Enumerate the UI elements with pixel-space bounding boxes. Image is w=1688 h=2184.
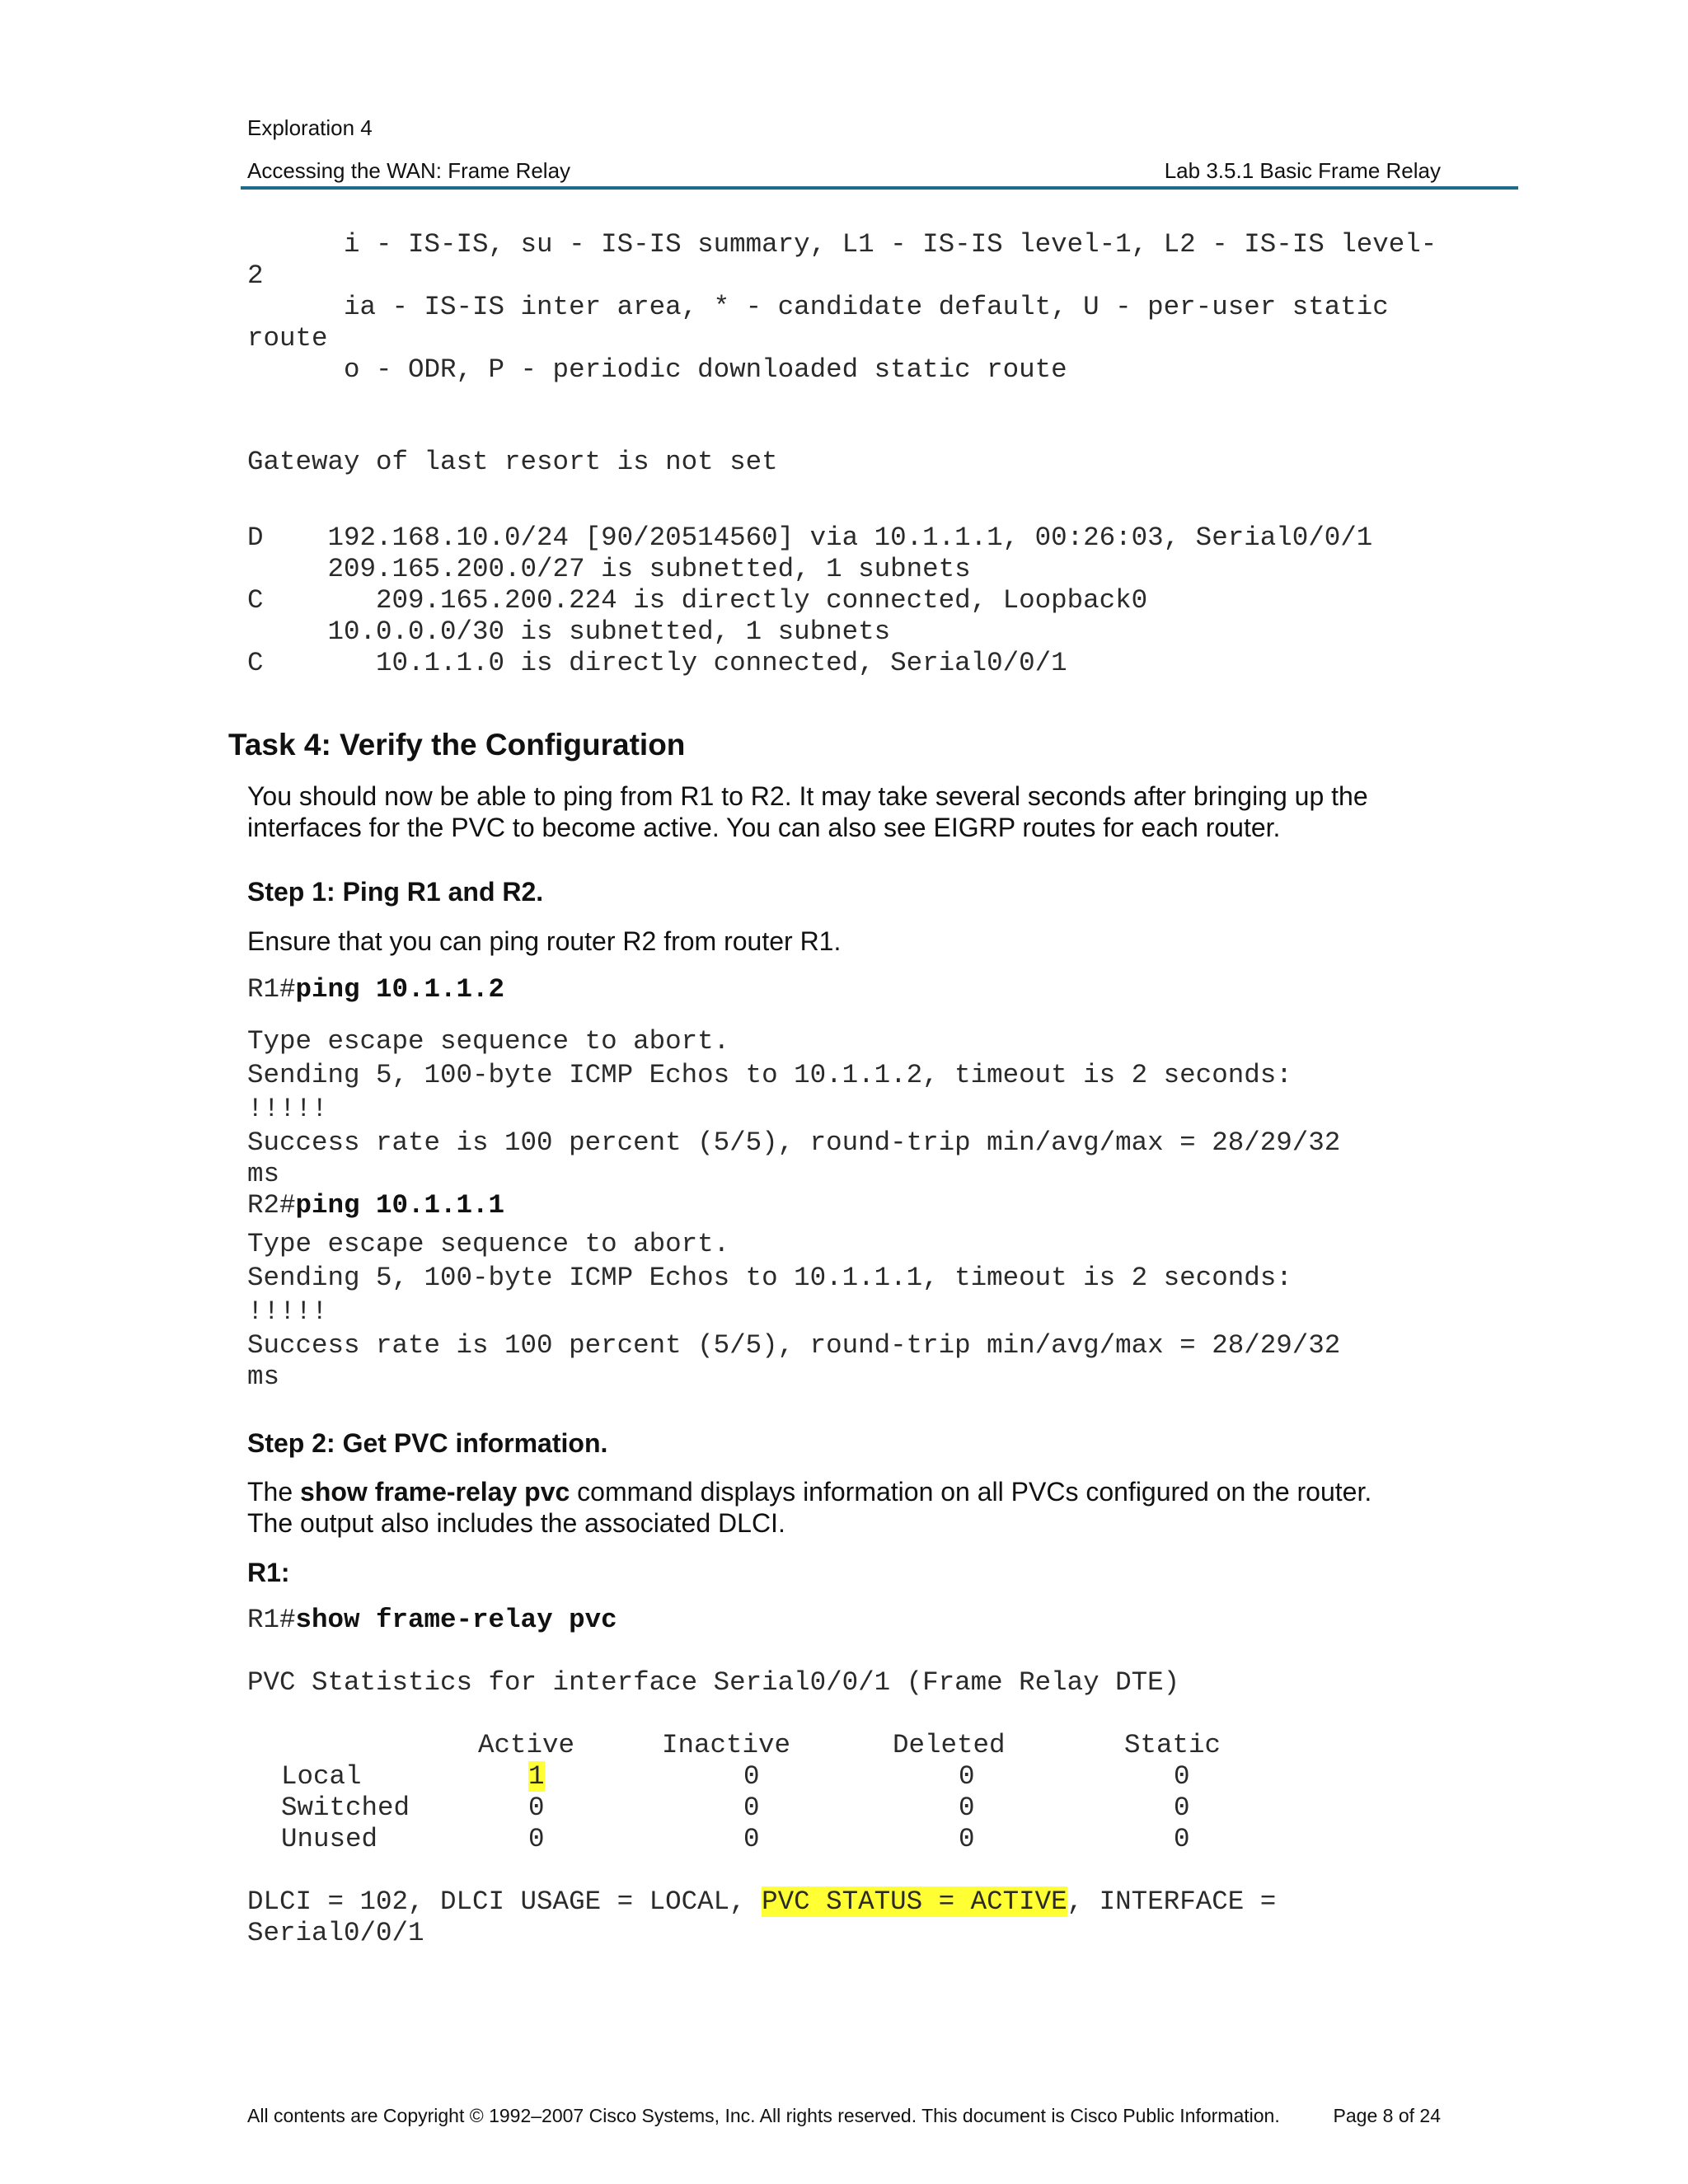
pvc-cell: 0 bbox=[959, 1824, 975, 1854]
output-line: ms bbox=[247, 1159, 280, 1189]
pvc-cell: 0 bbox=[528, 1793, 545, 1823]
header-series: Exploration 4 bbox=[247, 115, 373, 140]
pvc-cell: 0 bbox=[528, 1824, 545, 1854]
route-line: C 10.1.1.0 is directly connected, Serial0/0/1 bbox=[247, 648, 1067, 678]
task-heading: Task 4: Verify the Configuration bbox=[228, 728, 686, 762]
code-line: o - ODR, P - periodic downloaded static route bbox=[247, 354, 1067, 385]
pvc-cell-highlight: 1 bbox=[528, 1761, 545, 1792]
footer-page-number: Page 8 of 24 bbox=[1333, 2105, 1441, 2126]
code-line: ia - IS-IS inter area, * - candidate default, U - per-user static bbox=[247, 292, 1389, 322]
pvc-cell: 0 bbox=[1174, 1824, 1190, 1854]
pvc-cell: 0 bbox=[1174, 1761, 1190, 1792]
dlci-text: DLCI = 102, DLCI USAGE = LOCAL, bbox=[247, 1886, 762, 1917]
output-line: Sending 5, 100-byte ICMP Echos to 10.1.1.1, timeout is 2 seconds: bbox=[247, 1263, 1292, 1293]
route-line: C 209.165.200.224 is directly connected, Loopback0 bbox=[247, 585, 1148, 616]
pvc-cell: 0 bbox=[743, 1793, 760, 1823]
cli-prompt: R1# bbox=[247, 974, 296, 1005]
cli-command: ping 10.1.1.1 bbox=[295, 1190, 505, 1221]
command-line bbox=[247, 1190, 504, 1221]
step-heading: Step 2: Get PVC information. bbox=[247, 1428, 608, 1458]
output-line: Type escape sequence to abort. bbox=[247, 1229, 730, 1259]
cli-prompt: R2# bbox=[247, 1190, 296, 1221]
step-text bbox=[247, 1477, 1372, 1507]
header-course: Accessing the WAN: Frame Relay bbox=[247, 158, 571, 183]
step-heading: Step 1: Ping R1 and R2. bbox=[247, 877, 544, 907]
output-line: !!!!! bbox=[247, 1296, 328, 1327]
output-line: !!!!! bbox=[247, 1094, 328, 1124]
pvc-cell: 0 bbox=[959, 1761, 975, 1792]
output-line: Sending 5, 100-byte ICMP Echos to 10.1.1.2, timeout is 2 seconds: bbox=[247, 1060, 1292, 1090]
cli-command: show frame-relay pvc bbox=[295, 1605, 617, 1635]
command-line bbox=[247, 974, 504, 1005]
command-name: show frame-relay pvc bbox=[300, 1477, 570, 1507]
footer-copyright: All contents are Copyright © 1992–2007 Cisco Systems, Inc. All rights reserved. This document is Cisco Public Information. bbox=[247, 2105, 1280, 2126]
dlci-text: , INTERFACE = bbox=[1067, 1886, 1277, 1917]
pvc-cell: 0 bbox=[959, 1793, 975, 1823]
pvc-cell: 0 bbox=[743, 1824, 760, 1854]
command-line bbox=[247, 1605, 617, 1635]
pvc-title-line: PVC Statistics for interface Serial0/0/1 (Frame Relay DTE) bbox=[247, 1667, 1180, 1698]
output-line: ms bbox=[247, 1361, 280, 1392]
router-label: R1: bbox=[247, 1558, 290, 1587]
pvc-col-header: Active bbox=[478, 1730, 575, 1760]
output-line: Success rate is 100 percent (5/5), round-trip min/avg/max = 28/29/32 bbox=[247, 1127, 1341, 1158]
pvc-row-label: Switched bbox=[281, 1793, 410, 1823]
pvc-row-label: Local bbox=[281, 1761, 362, 1792]
step-text: The output also includes the associated DLCI. bbox=[247, 1508, 785, 1538]
pvc-col-header: Static bbox=[1124, 1730, 1221, 1760]
pvc-col-header: Inactive bbox=[662, 1730, 791, 1760]
dlci-line bbox=[247, 1886, 1276, 1917]
step-text: Ensure that you can ping router R2 from router R1. bbox=[247, 926, 842, 956]
pvc-col-header: Deleted bbox=[893, 1730, 1006, 1760]
pvc-cell: 0 bbox=[743, 1761, 760, 1792]
dlci-line: Serial0/0/1 bbox=[247, 1918, 424, 1948]
pvc-status-highlight: PVC STATUS = ACTIVE bbox=[762, 1886, 1067, 1917]
output-line: Type escape sequence to abort. bbox=[247, 1026, 730, 1057]
step-text-part: The bbox=[247, 1477, 301, 1507]
code-line: i - IS-IS, su - IS-IS summary, L1 - IS-IS level-1, L2 - IS-IS level- bbox=[247, 229, 1437, 260]
task-intro-line: You should now be able to ping from R1 to R2. It may take several seconds after bringing up the bbox=[247, 781, 1368, 811]
step-text-part: command displays information on all PVCs configured on the router. bbox=[570, 1477, 1372, 1507]
code-line: Gateway of last resort is not set bbox=[247, 447, 778, 477]
task-intro-line: interfaces for the PVC to become active. You can also see EIGRP routes for each router. bbox=[247, 813, 1281, 842]
pvc-row-label: Unused bbox=[281, 1824, 378, 1854]
route-line: 10.0.0.0/30 is subnetted, 1 subnets bbox=[247, 616, 891, 647]
cli-command: ping 10.1.1.2 bbox=[295, 974, 505, 1005]
route-line: D 192.168.10.0/24 [90/20514560] via 10.1.1.1, 00:26:03, Serial0/0/1 bbox=[247, 523, 1373, 553]
header-rule bbox=[241, 186, 1518, 190]
output-line: Success rate is 100 percent (5/5), round-trip min/avg/max = 28/29/32 bbox=[247, 1330, 1341, 1361]
cli-prompt: R1# bbox=[247, 1605, 296, 1635]
code-line: 2 bbox=[247, 260, 264, 291]
header-lab-title: Lab 3.5.1 Basic Frame Relay bbox=[1164, 158, 1441, 183]
code-line: route bbox=[247, 323, 328, 354]
route-line: 209.165.200.0/27 is subnetted, 1 subnets bbox=[247, 554, 971, 584]
pvc-cell: 0 bbox=[1174, 1793, 1190, 1823]
